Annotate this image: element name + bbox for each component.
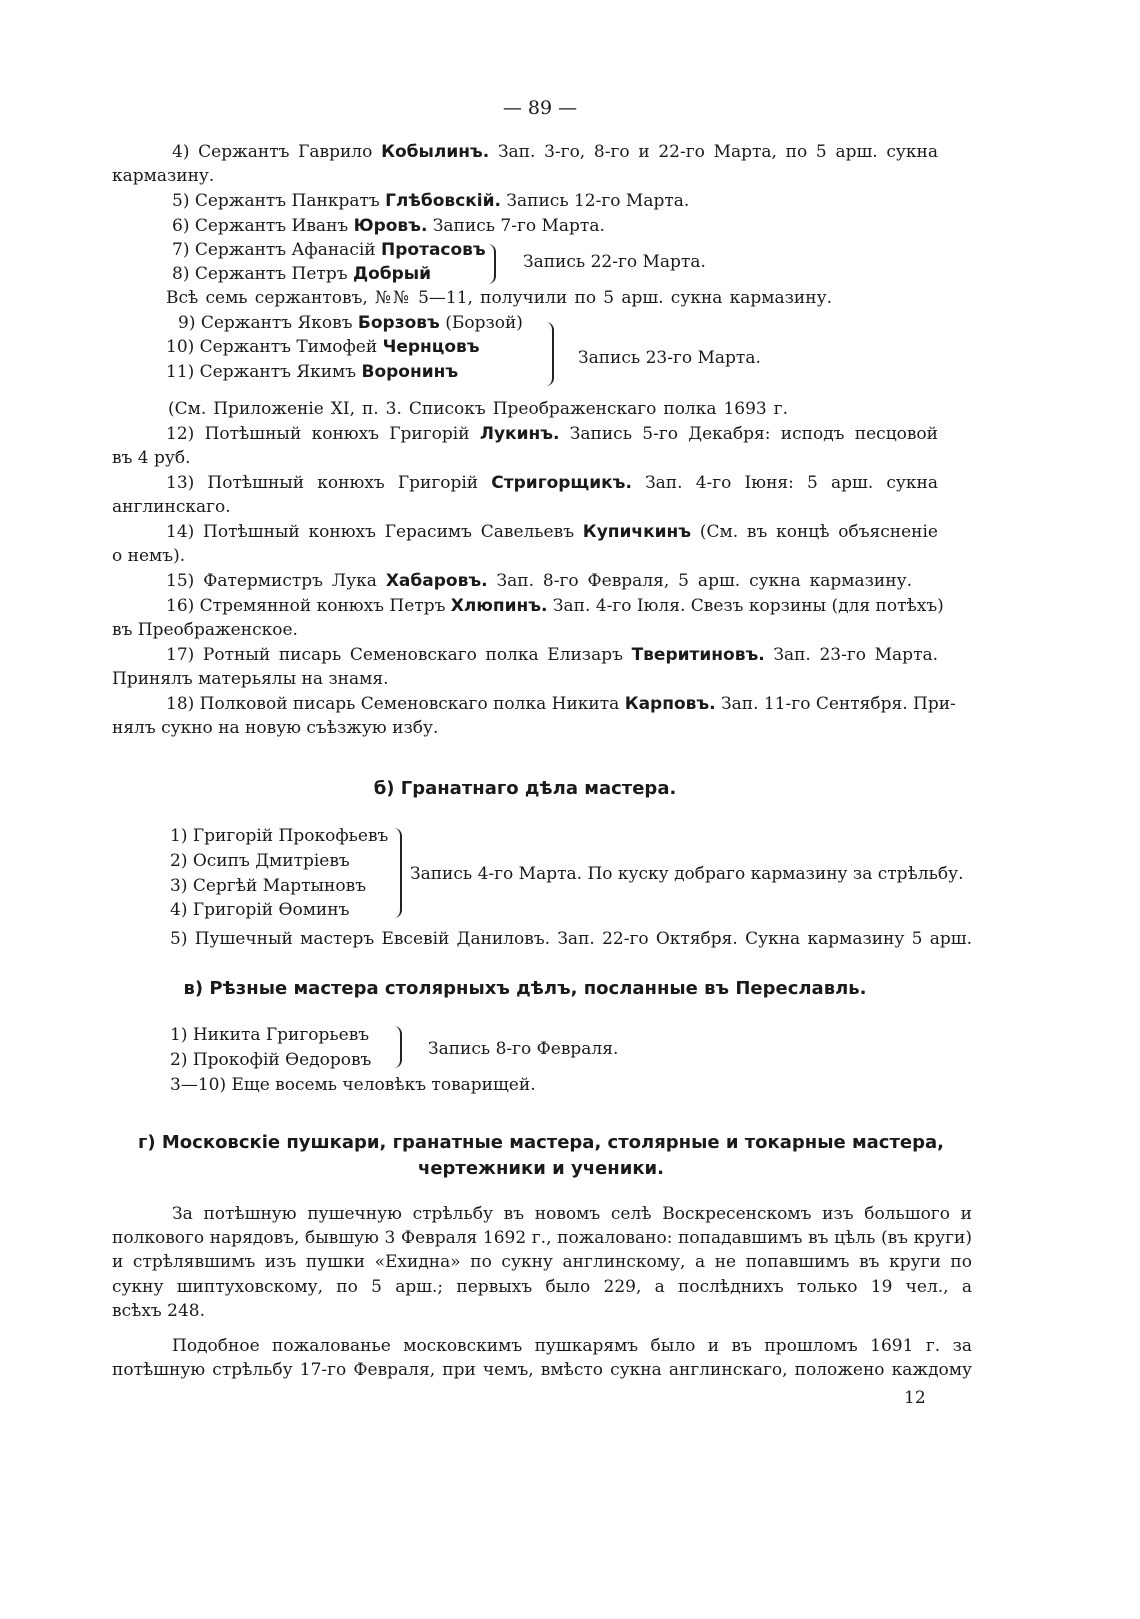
- entry-6-name: Юровъ.: [353, 216, 428, 236]
- entry-10: [166, 335, 480, 359]
- brace-7-8: [486, 244, 496, 284]
- entry-15-pre: 15) Фатермистръ Лука: [166, 571, 386, 591]
- entry-6-post: Запись 7-го Марта.: [427, 216, 605, 236]
- brace-7-8-text: Запись 22-го Марта.: [523, 252, 706, 272]
- entry-5: [172, 189, 689, 213]
- entry-5-name: Глѣбовскій.: [385, 191, 502, 211]
- entry-8-pre: 8) Сержантъ Петръ: [172, 264, 353, 284]
- entry-7-pre: 7) Сержантъ Афанасій: [172, 240, 382, 260]
- entry-17-post: Зап. 23-го Марта.: [764, 645, 939, 665]
- entry-9-pre: 9) Сержантъ Яковъ: [178, 313, 358, 333]
- entry-5-pre: 5) Сержантъ Панкратъ: [172, 191, 386, 211]
- entry-7-name: Протасовъ: [381, 240, 486, 260]
- entry-11-name: Воронинъ: [361, 362, 459, 382]
- section-b-item-1: 1) Григорій Прокофьевъ: [170, 826, 389, 846]
- entry-14-pre: 14) Потѣшный конюхъ Герасимъ Савельевъ: [166, 522, 583, 542]
- entry-9-name: Борзовъ: [357, 313, 440, 333]
- entry-16-post: Зап. 4-го Іюля. Свезъ корзины (для потѣхъ): [547, 596, 944, 616]
- section-g-heading-1: г) Московскіе пушкари, гранатные мастера, столярные и токарные мастера,: [138, 1132, 944, 1153]
- para-1-line-5: всѣхъ 248.: [112, 1301, 206, 1321]
- entry-13: [166, 471, 938, 495]
- entry-16: [166, 594, 944, 618]
- entry-14-post: (См. въ концѣ объясненіе: [691, 522, 938, 542]
- entry-4-name: Кобылинъ.: [381, 142, 490, 162]
- entry-15-name: Хабаровъ.: [385, 571, 488, 591]
- signature-mark: 12: [904, 1388, 926, 1408]
- entry-11: [166, 360, 458, 384]
- entry-8: [172, 262, 431, 286]
- entry-16-name: Хлюпинъ.: [450, 596, 548, 616]
- entry-17-pre: 17) Ротный писарь Семеновскаго полка Елизаръ: [166, 645, 632, 665]
- section-b-item-4: 4) Григорій Ѳоминъ: [170, 900, 350, 920]
- entry-18: [166, 692, 956, 716]
- section-v-item-1: 1) Никита Григорьевъ: [170, 1025, 370, 1045]
- section-v-item-2: 2) Прокофій Ѳедоровъ: [170, 1050, 372, 1070]
- entry-4: [172, 140, 938, 164]
- section-v-brace: [392, 1026, 402, 1068]
- entry-17-cont: Принялъ матерьялы на знамя.: [112, 669, 389, 689]
- para-1-line-4: сукну шиптуховскому, по 5 арш.; первыхъ было 229, а послѣднихъ только 19 чел., а: [112, 1277, 972, 1297]
- entry-12: [166, 422, 938, 446]
- entry-4-pre: 4) Сержантъ Гаврило: [172, 142, 382, 162]
- brace-9-11-text: Запись 23-го Марта.: [578, 348, 761, 368]
- para-1-line-3: и стрѣлявшимъ изъ пушки «Ехидна» по сукну англинскому, а не попавшимъ въ круги по: [112, 1252, 972, 1272]
- section-v-heading: в) Рѣзные мастера столярныхъ дѣлъ, посланные въ Переславль.: [183, 978, 867, 999]
- section-b-item-5: 5) Пушечный мастеръ Евсевій Даниловъ. Зап. 22-го Октября. Сукна кармазину 5 арш.: [170, 929, 972, 949]
- entry-17: [166, 643, 938, 667]
- entry-7: [172, 238, 486, 262]
- entry-12-post: Запись 5-го Декабря: исподъ песцовой: [559, 424, 938, 444]
- entry-17-name: Тверитиновъ.: [631, 645, 765, 665]
- entry-8-name: Добрый: [352, 264, 432, 284]
- para-1-line-2: полкового нарядовъ, бывшую 3 Февраля 1692 г., пожаловано: попадавшимъ въ цѣль (въ круги): [112, 1228, 972, 1248]
- section-b-brace: [392, 828, 402, 918]
- entry-16-pre: 16) Стремянной конюхъ Петръ: [166, 596, 451, 616]
- entry-13-cont: англинскаго.: [112, 497, 231, 517]
- para-2-line-1: Подобное пожалованье московскимъ пушкарямъ было и въ прошломъ 1691 г. за: [172, 1336, 972, 1356]
- entry-10-pre: 10) Сержантъ Тимофей: [166, 337, 383, 357]
- entry-9: [178, 311, 523, 335]
- entry-12-name: Лукинъ.: [479, 424, 560, 444]
- para-1-line-1: За потѣшную пушечную стрѣльбу въ новомъ селѣ Воскресенскомъ изъ большого и: [172, 1204, 972, 1224]
- entry-16-cont: въ Преображенское.: [112, 620, 298, 640]
- entry-4-post: Зап. 3-го, 8-го и 22-го Марта, по 5 арш. сукна: [489, 142, 938, 162]
- entry-12-cont: въ 4 руб.: [112, 448, 191, 468]
- entry-18-name: Карповъ.: [624, 694, 716, 714]
- entry-13-name: Стригорщикъ.: [491, 473, 632, 493]
- entry-18-pre: 18) Полковой писарь Семеновскаго полка Никита: [166, 694, 625, 714]
- entry-14-name: Купичкинъ: [582, 522, 692, 542]
- entry-13-pre: 13) Потѣшный конюхъ Григорій: [166, 473, 492, 493]
- section-b-item-2: 2) Осипъ Дмитріевъ: [170, 851, 350, 871]
- entry-9-post: (Борзой): [439, 313, 523, 333]
- entry-4-cont: кармазину.: [112, 166, 215, 186]
- entry-6-pre: 6) Сержантъ Иванъ: [172, 216, 354, 236]
- page-number: — 89 —: [502, 97, 578, 119]
- entry-13-post: Зап. 4-го Іюня: 5 арш. сукна: [631, 473, 938, 493]
- entry-15: [166, 569, 912, 593]
- entry-18-post: Зап. 11-го Сентября. При-: [715, 694, 956, 714]
- section-v-item-3: 3—10) Еще восемь человѣкъ товарищей.: [170, 1075, 536, 1095]
- entry-15-post: Зап. 8-го Февраля, 5 арш. сукна кармазину.: [487, 571, 912, 591]
- entry-14-cont: о немъ).: [112, 546, 186, 566]
- entry-6: [172, 214, 605, 238]
- appendix-ref: (См. Приложеніе XI, п. 3. Списокъ Преображенскаго полка 1693 г.: [168, 399, 788, 419]
- section-b-heading: б) Гранатнаго дѣла мастера.: [373, 778, 677, 799]
- entry-11-pre: 11) Сержантъ Якимъ: [166, 362, 362, 382]
- brace-9-11: [544, 322, 554, 386]
- section-b-item-3: 3) Сергѣй Мартыновъ: [170, 876, 367, 896]
- sergeants-summary: Всѣ семь сержантовъ, №№ 5—11, получили по 5 арш. сукна кармазину.: [166, 288, 832, 308]
- entry-14: [166, 520, 938, 544]
- section-b-brace-text: Запись 4-го Марта. По куску добраго кармазину за стрѣльбу.: [410, 864, 964, 884]
- entry-10-name: Чернцовъ: [382, 337, 480, 357]
- entry-12-pre: 12) Потѣшный конюхъ Григорій: [166, 424, 480, 444]
- section-v-brace-text: Запись 8-го Февраля.: [428, 1039, 619, 1059]
- entry-18-cont: нялъ сукно на новую съѣзжую избу.: [112, 718, 439, 738]
- section-g-heading-2: чертежники и ученики.: [417, 1158, 665, 1179]
- entry-5-post: Запись 12-го Марта.: [501, 191, 690, 211]
- para-2-line-2: потѣшную стрѣльбу 17-го Февраля, при чемъ, вмѣсто сукна англинскаго, положено каждому: [112, 1360, 972, 1380]
